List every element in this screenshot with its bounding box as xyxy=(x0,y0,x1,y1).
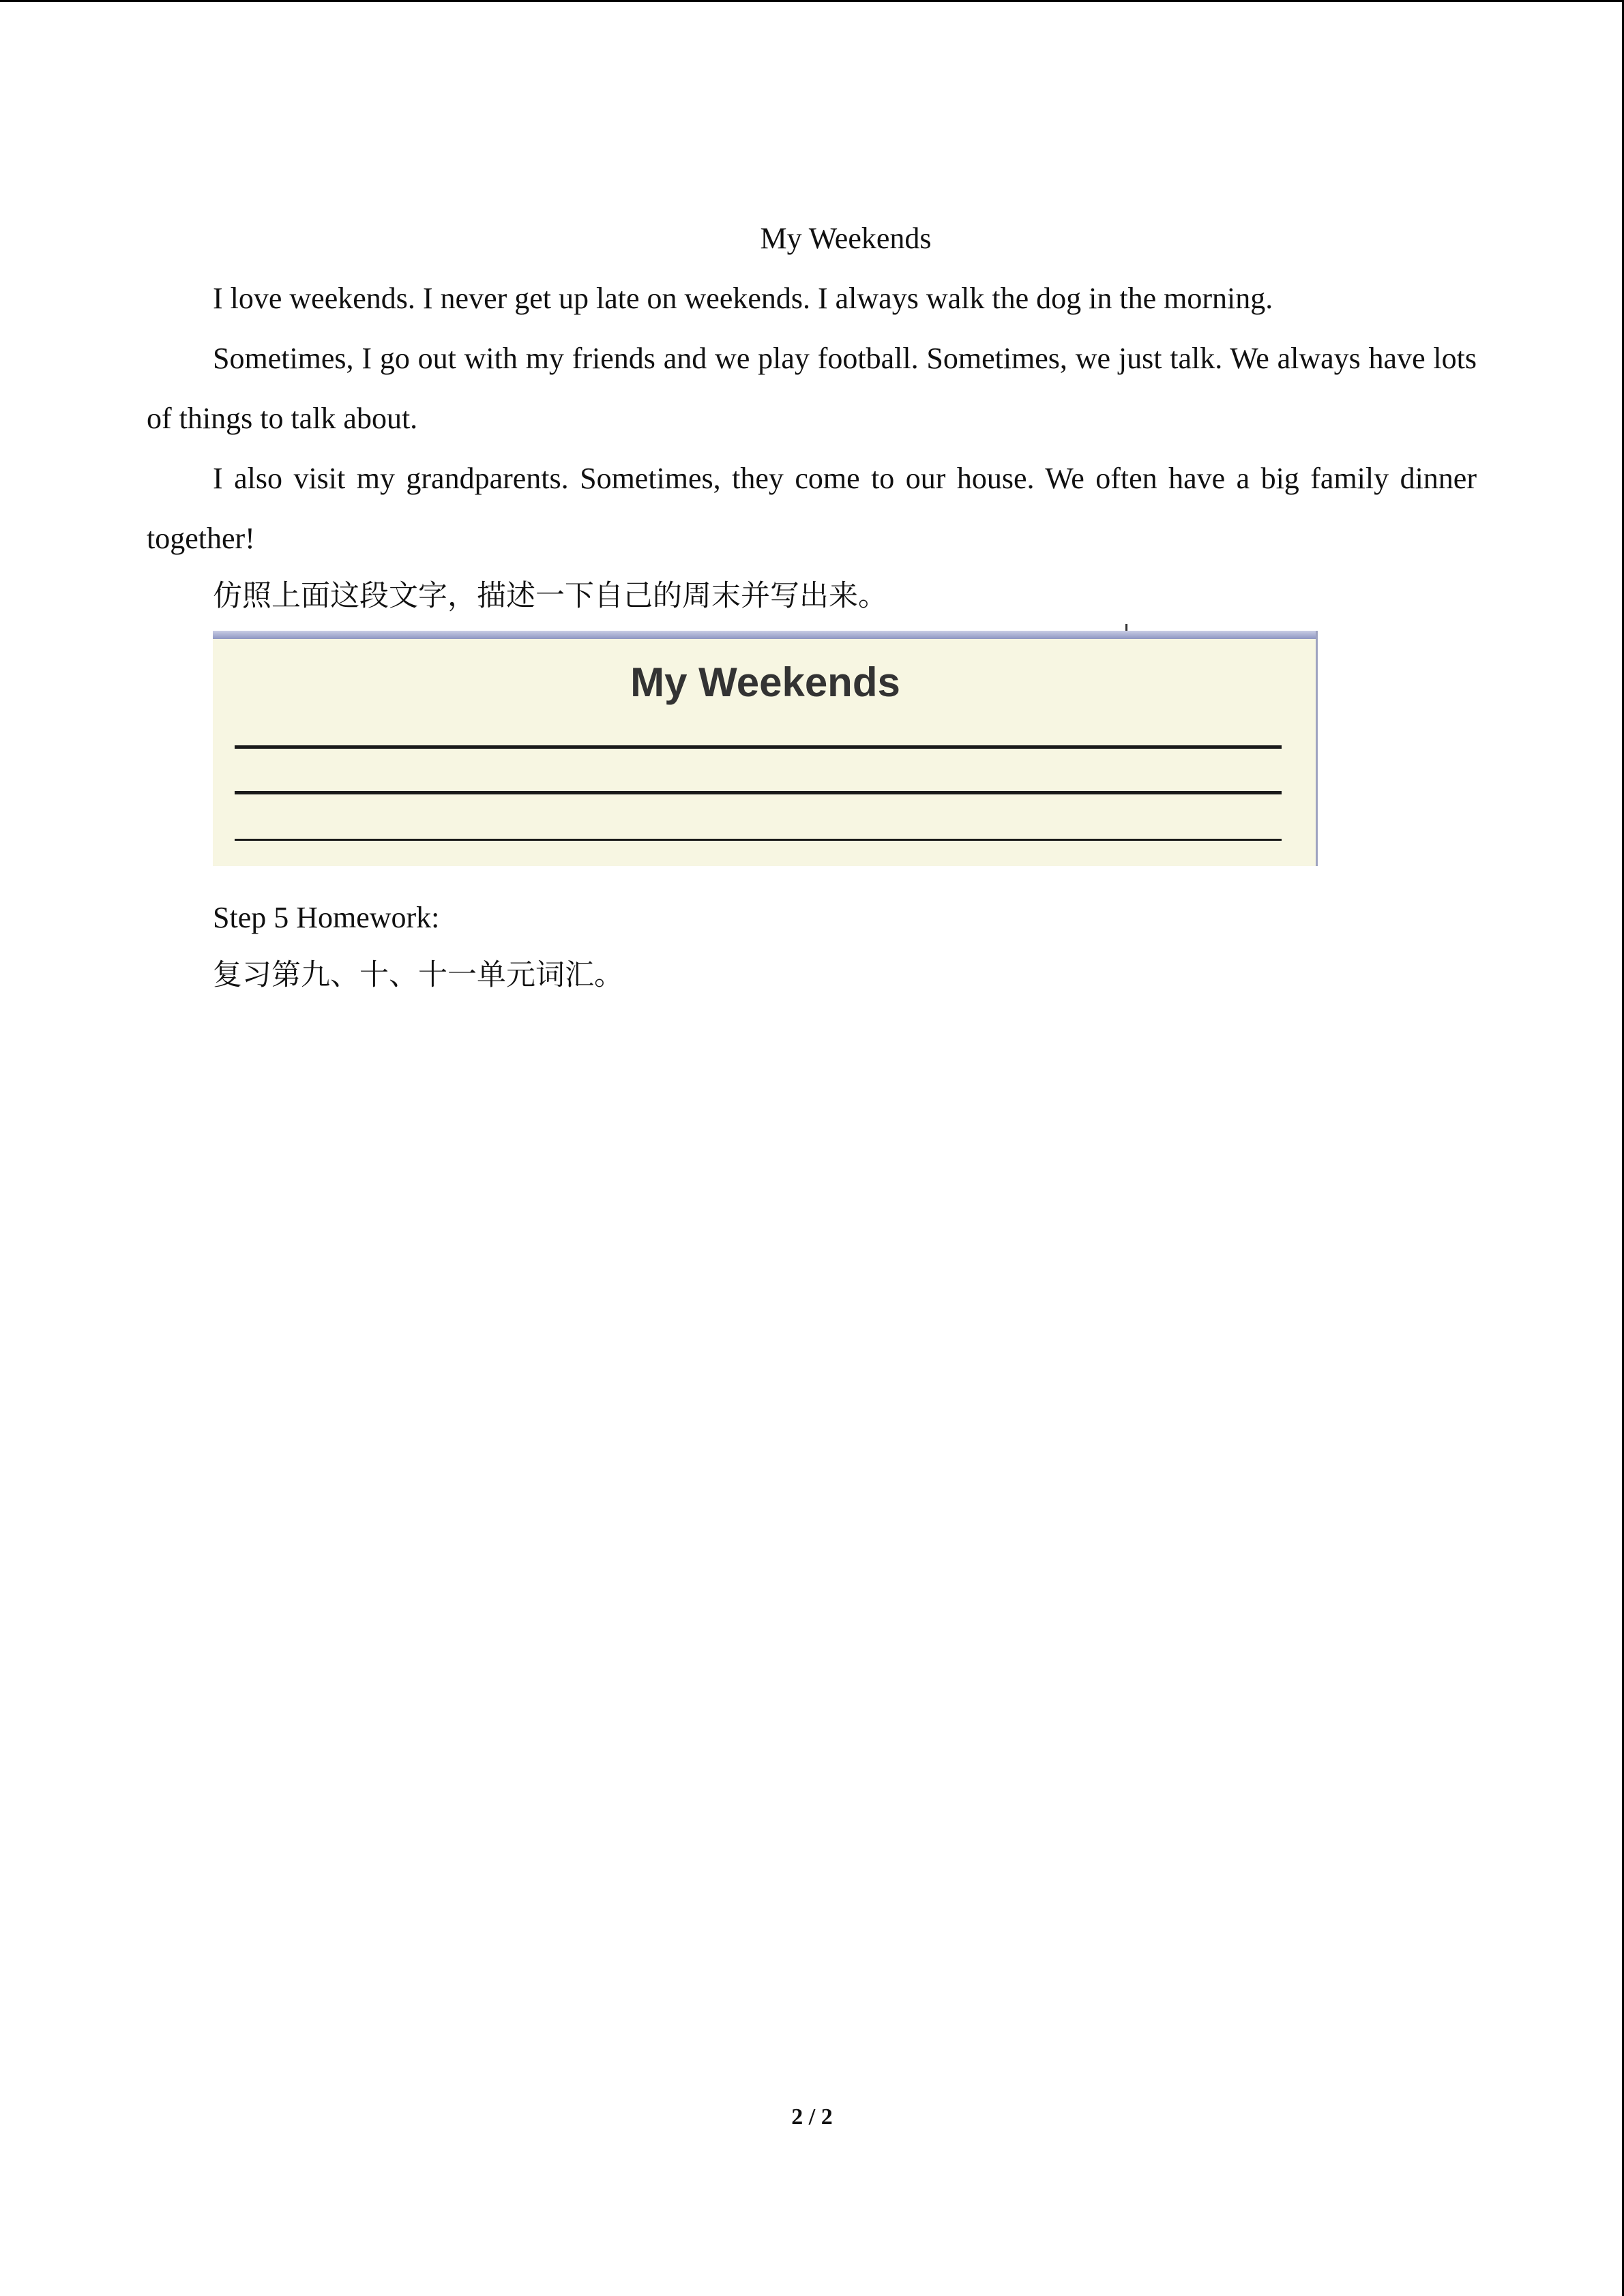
paragraph-3: I also visit my grandparents. Sometimes, they come to our house. We often have a big family dinner together! xyxy=(147,462,1477,555)
paragraph-2: Sometimes, I go out with my friends and we play football. Sometimes, we just talk. We always have lots of things to talk about. xyxy=(147,342,1477,435)
writing-box-title: My Weekends xyxy=(630,659,900,705)
page-top-border xyxy=(0,0,1624,2)
writing-line xyxy=(235,791,1282,794)
writing-line xyxy=(235,745,1282,749)
paragraph-1: I love weekends. I never get up late on weekends. I always walk the dog in the morning. xyxy=(213,282,1273,315)
writing-instruction: 仿照上面这段文字，描述一下自己的周末并写出来。 xyxy=(213,579,887,613)
homework-heading: Step 5 Homework: xyxy=(213,901,440,934)
page-number: 2 / 2 xyxy=(791,2104,833,2130)
writing-line xyxy=(235,839,1282,841)
writing-box-mark xyxy=(1125,624,1127,631)
document-title: My Weekends xyxy=(760,222,932,255)
writing-box-image xyxy=(213,631,1318,866)
homework-text: 复习第九、十、十一单元词汇。 xyxy=(213,958,623,992)
writing-box-top-bar xyxy=(213,631,1316,639)
